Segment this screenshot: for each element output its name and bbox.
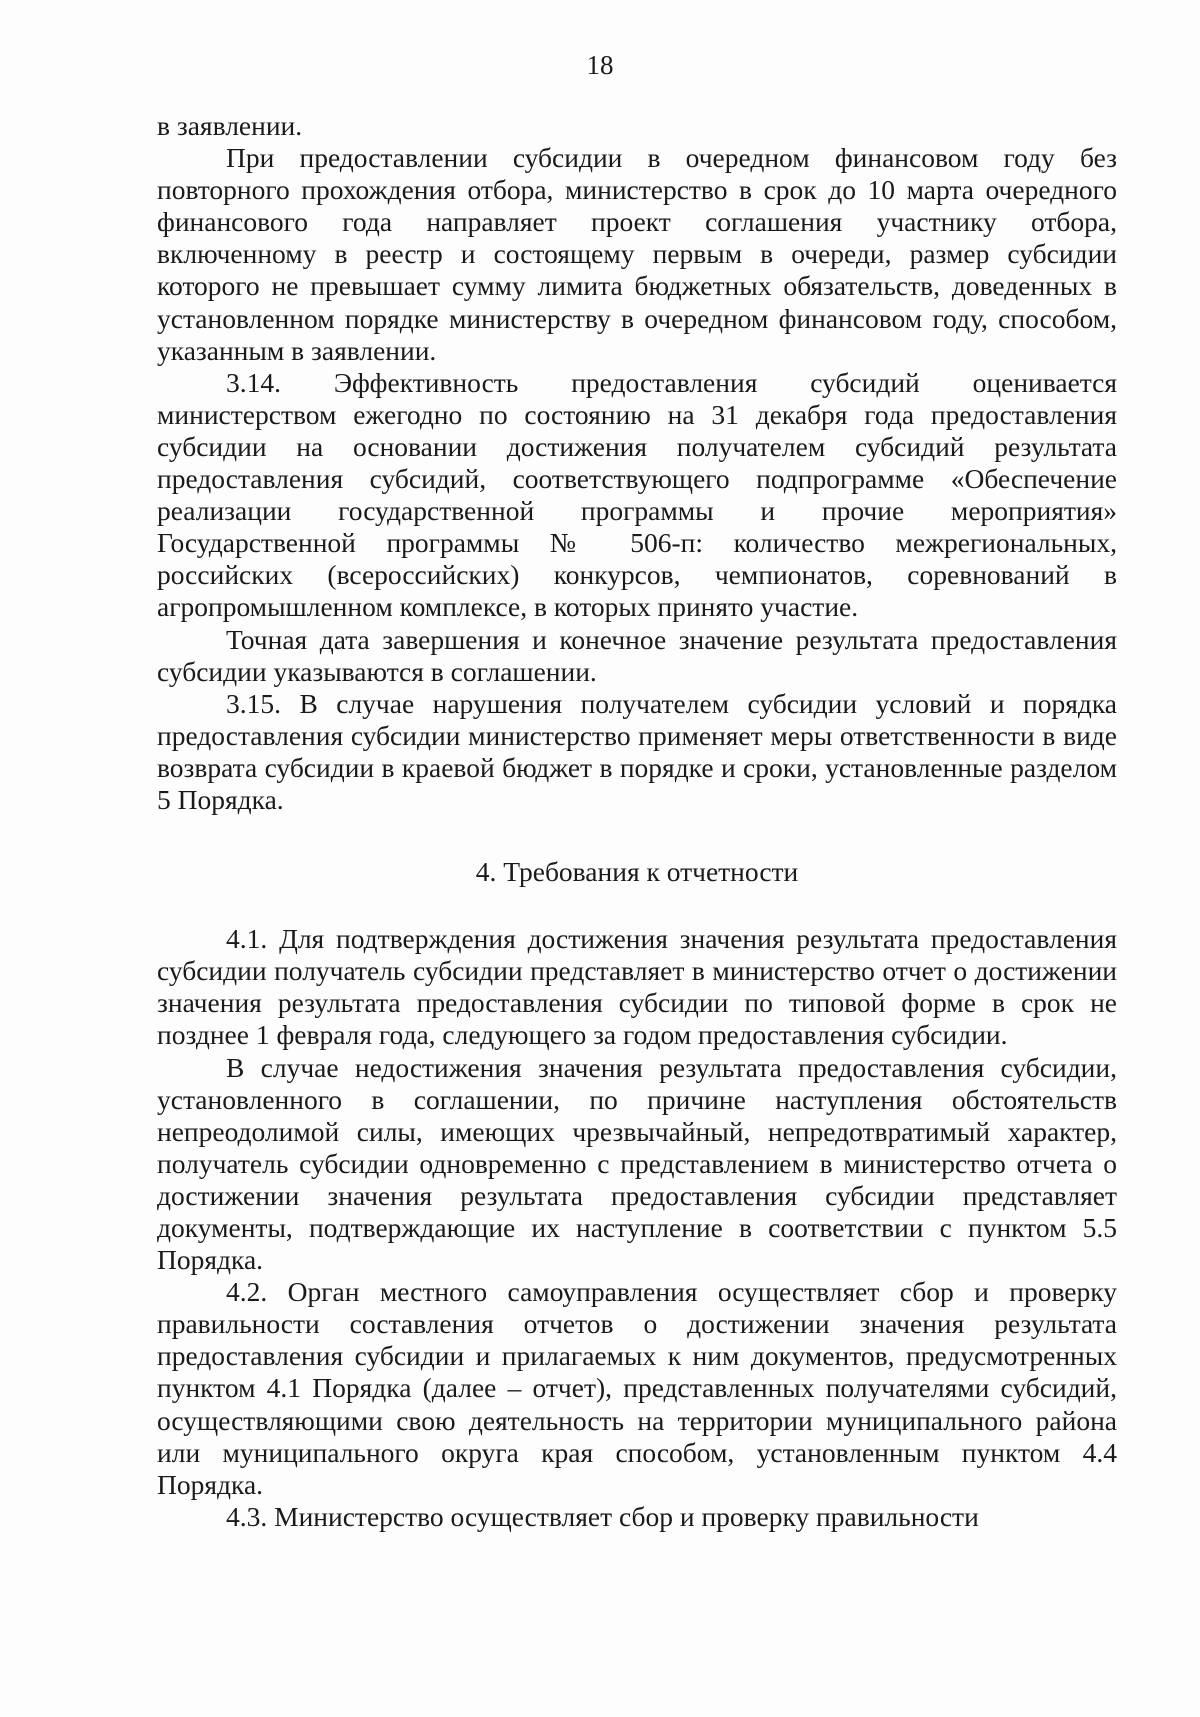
paragraph-exact-date: Точная дата завершения и конечное значение результата предоставления субсидии указываются в соглашении.	[157, 623, 1117, 687]
page-number: 18	[586, 50, 614, 80]
paragraph-4-2: 4.2. Орган местного самоуправления осуществляет сбор и проверку правильности составления отчетов о достижении значения результата предоставления субсидии и прилагаемых к ним документов, предусмотренных пунктом 4.1 Порядка (далее – отчет), представленных получателями субсидий, осуществляющими свою деятельность на территории муниципального района или муниципального округа края способом, установленным пунктом 4.4 Порядка.	[157, 1276, 1117, 1500]
paragraph-3-14: 3.14. Эффективность предоставления субсидий оценивается министерством ежегодно по состоянию на 31 декабря года предоставления субсидии на основании достижения получателем субсидий результата предоставления субсидий, соответствующего подпрограмме «Обеспечение реализации государственной программы и прочие мероприятия» Государственной программы № 506-п: количество межрегиональных, российских (всероссийских) конкурсов, чемпионатов, соревнований в агропромышленном комплексе, в которых принято участие.	[157, 366, 1117, 623]
paragraph-4-3: 4.3. Министерство осуществляет сбор и проверку правильности	[226, 1500, 979, 1532]
section-heading-reporting: 4. Требования к отчетности	[475, 856, 799, 888]
paragraph-3-15: 3.15. В случае нарушения получателем субсидии условий и порядка предоставления субсидии министерство применяет меры ответственности в виде возврата субсидии в краевой бюджет в порядке и сроки, установленные разделом 5 Порядка.	[157, 687, 1117, 815]
document-body	[157, 110, 1117, 1533]
paragraph-next-year-agreement: При предоставлении субсидии в очередном финансовом году без повторного прохождения отбора, министерство в срок до 10 марта очередного финансового года направляет проект соглашения участнику отбора, включенному в реестр и состоящему первым в очереди, размер субсидии которого не превышает сумму лимита бюджетных обязательств, доведенных в установленном порядке министерству в очередном финансовом году, способом, указанным в заявлении.	[157, 142, 1117, 366]
paragraph-continuation: в заявлении.	[157, 110, 303, 141]
paragraph-force-majeure: В случае недостижения значения результата предоставления субсидии, установленного в соглашении, по причине наступления обстоятельств непреодолимой силы, имеющих чрезвычайный, непредотвратимый характер, получатель субсидии одновременно с представлением в министерство отчета о достижении значения результата предоставления субсидии представляет документы, подтверждающие их наступление в соответствии с пунктом 5.5 Порядка.	[157, 1051, 1117, 1276]
paragraph-4-1: 4.1. Для подтверждения достижения значения результата предоставления субсидии получатель субсидии представляет в министерство отчет о достижении значения результата предоставления субсидии по типовой форме в срок не позднее 1 февраля года, следующего за годом предоставления субсидии.	[157, 923, 1117, 1051]
